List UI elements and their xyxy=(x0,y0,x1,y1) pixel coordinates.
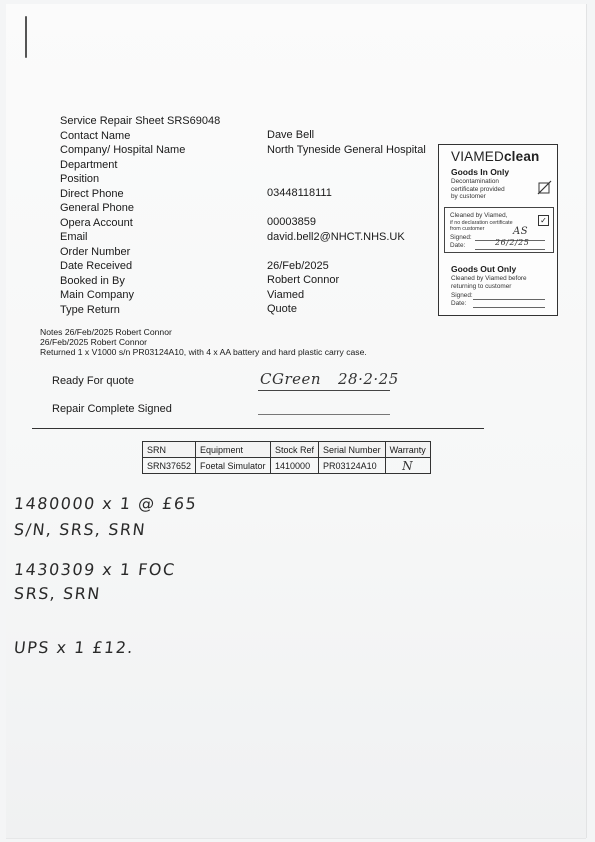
value-booked-by: Robert Connor xyxy=(267,274,340,286)
table-row xyxy=(143,458,431,474)
cleaned-checkbox[interactable]: ✓ xyxy=(538,215,549,226)
cleaned-date-value: 26/2/25 xyxy=(495,238,530,247)
decontam-checkbox[interactable] xyxy=(537,180,553,196)
goods-in-text: Decontamination certificate provided by customer xyxy=(451,178,505,201)
label-opera-account: Opera Account xyxy=(60,216,133,229)
label-main-company: Main Company xyxy=(60,289,134,301)
value-type-return: Quote xyxy=(267,303,297,315)
cleaned-text: Cleaned by Viamed, if no declaration certificate from customer xyxy=(450,212,513,232)
equipment-table xyxy=(142,441,431,474)
label-department: Department xyxy=(60,158,118,171)
ready-signature: CGreen xyxy=(260,370,322,388)
value-date-received: 26/Feb/2025 xyxy=(267,259,329,272)
sheet-title: Service Repair Sheet SRS69048 xyxy=(60,115,221,127)
viamed-clean-logo: VIAMEDclean xyxy=(451,149,540,164)
handwriting-line-1: 1480000 x 1 @ £65 xyxy=(13,494,199,513)
label-booked-in-by: Booked in By xyxy=(60,274,125,287)
cell-warranty: N xyxy=(385,458,430,474)
header-warranty: Warranty xyxy=(385,442,430,458)
label-type-return: Type Return xyxy=(60,303,120,316)
notes-line-3: Returned 1 x V1000 s/n PR03124A10, with 4 x AA battery and hard plastic carry case. xyxy=(40,347,367,357)
ready-signature-line xyxy=(258,390,390,391)
handwriting-line-2: S/N, SRS, SRN xyxy=(13,520,148,539)
goods-out-date-label: Date: xyxy=(451,300,467,307)
value-opera-account: 00003859 xyxy=(267,216,316,228)
goods-out-signed-line xyxy=(473,299,545,300)
ready-date: 28·2·25 xyxy=(338,370,399,388)
cleaned-signed-label: Signed: xyxy=(450,234,472,241)
pen-mark xyxy=(25,16,27,58)
viamed-clean-box xyxy=(438,144,558,316)
handwriting-line-3: 1430309 x 1 FOC xyxy=(13,560,177,579)
cleaned-date-label: Date: xyxy=(450,242,466,249)
cell-serial-number: PR03124A10 xyxy=(319,458,386,474)
goods-out-signed-label: Signed: xyxy=(451,292,473,299)
cell-srn: SRN37652 xyxy=(143,458,196,474)
cleaned-by-viamed-section xyxy=(444,207,554,253)
label-position: Position xyxy=(60,173,100,185)
handwriting-line-4: SRS, SRN xyxy=(13,584,102,603)
label-direct-phone: Direct Phone xyxy=(60,187,124,200)
goods-out-text: Cleaned by Viamed before returning to customer xyxy=(451,275,527,290)
header-stock-ref: Stock Ref xyxy=(271,442,319,458)
field-values xyxy=(267,128,426,317)
notes-line-2: 26/Feb/2025 Robert Connor xyxy=(40,337,148,347)
repair-sheet-page xyxy=(6,4,586,838)
value-main-company: Viamed xyxy=(267,288,305,301)
header-equipment: Equipment xyxy=(196,442,271,458)
header-srn: SRN xyxy=(143,442,196,458)
value-contact-name: Dave Bell xyxy=(267,129,315,141)
date-line xyxy=(475,249,545,250)
label-contact-name: Contact Name xyxy=(60,129,131,142)
label-hospital: Company/ Hospital Name xyxy=(60,144,186,156)
header-serial-number: Serial Number xyxy=(319,442,386,458)
notes-line-1: Notes 26/Feb/2025 Robert Connor xyxy=(40,327,172,337)
value-direct-phone: 03448118111 xyxy=(267,187,332,199)
value-hospital: North Tyneside General Hospital xyxy=(267,143,426,156)
field-labels xyxy=(60,114,220,317)
repair-complete-label: Repair Complete Signed xyxy=(52,403,172,415)
goods-out-title: Goods Out Only xyxy=(451,264,517,274)
goods-in-title: Goods In Only xyxy=(451,167,510,177)
cleaned-signed-initials: AS xyxy=(513,226,529,237)
repair-complete-signature-line xyxy=(258,414,390,415)
label-date-received: Date Received xyxy=(60,260,133,272)
label-order-number: Order Number xyxy=(60,245,131,258)
cell-equipment: Foetal Simulator xyxy=(196,458,271,474)
label-general-phone: General Phone xyxy=(60,202,134,214)
value-email: david.bell2@NHCT.NHS.UK xyxy=(267,230,405,243)
handwriting-line-5: UPS x 1 £12. xyxy=(13,638,136,657)
label-email: Email xyxy=(60,231,88,243)
goods-out-date-line xyxy=(473,307,545,308)
section-divider xyxy=(32,428,484,429)
notes-block xyxy=(40,327,367,357)
cell-stock-ref: 1410000 xyxy=(271,458,319,474)
ready-for-quote-label: Ready For quote xyxy=(52,375,134,387)
table-header-row xyxy=(143,442,431,458)
